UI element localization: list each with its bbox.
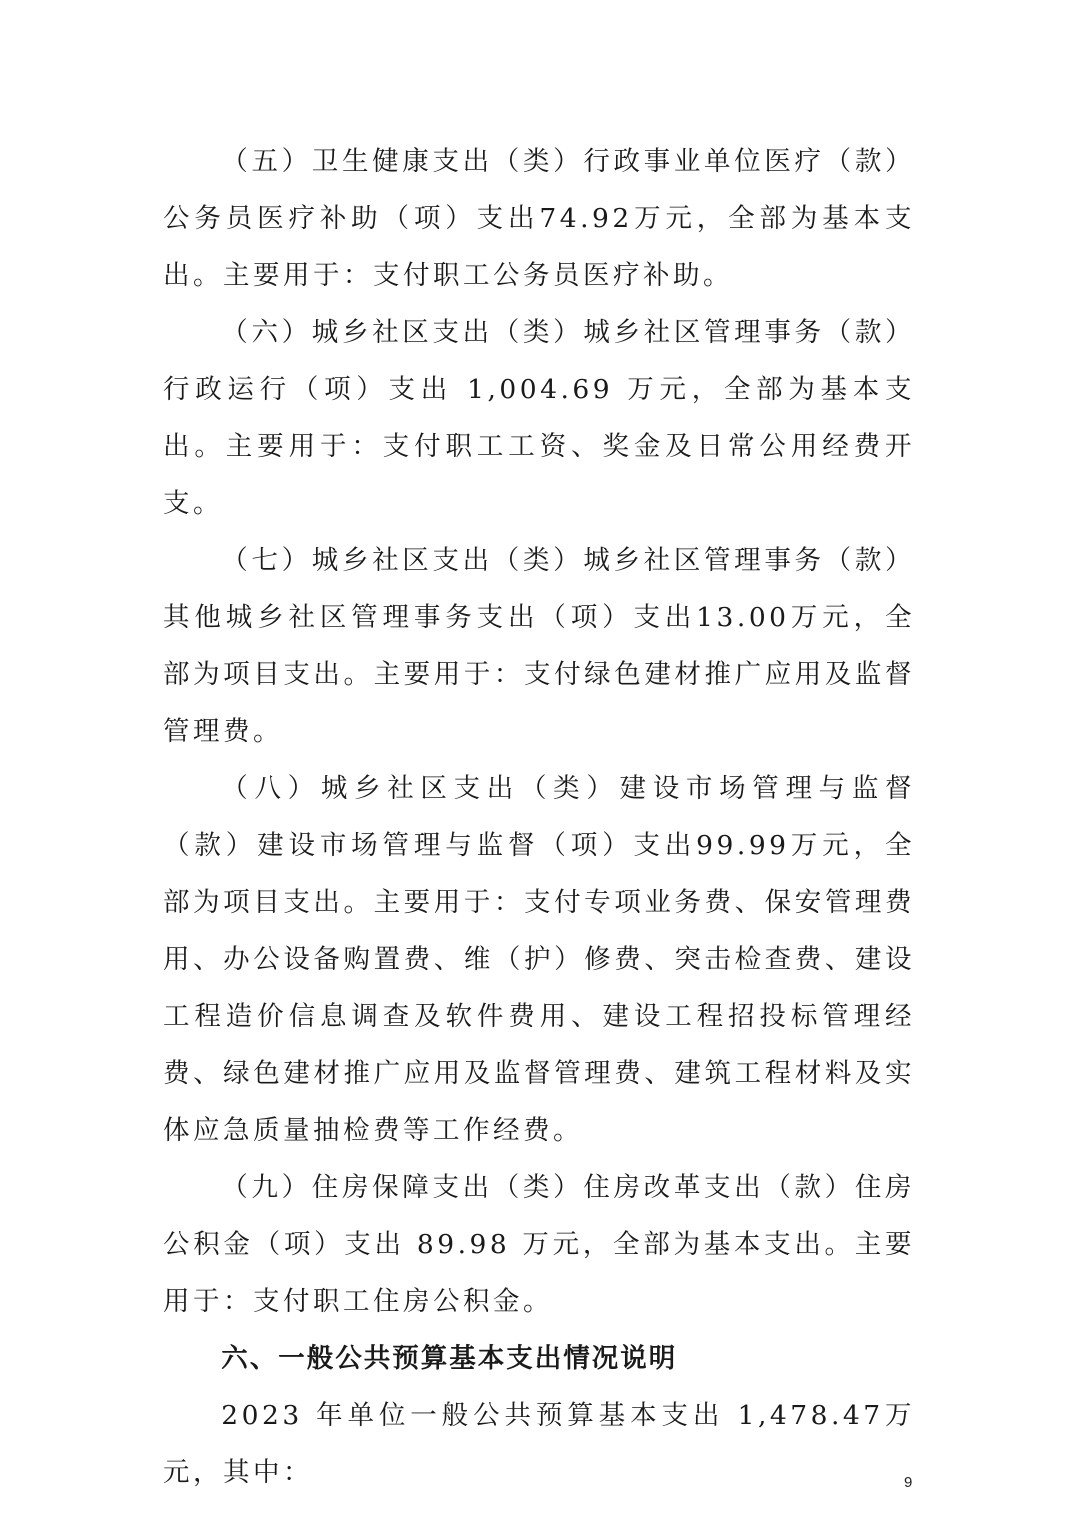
paragraph-health-expenditure: （五）卫生健康支出（类）行政事业单位医疗（款）公务员医疗补助（项）支出74.92万元，全部为基本支出。主要用于：支付职工公务员医疗补助。 xyxy=(163,146,915,291)
section-paragraph: 2023 年单位一般公共预算基本支出 1,478.47万元，其中： xyxy=(163,1400,915,1488)
paragraph-housing-provident-fund: （九）住房保障支出（类）住房改革支出（款）住房公积金（项）支出 89.98 万元，全部为基本支出。主要用于：支付职工住房公积金。 xyxy=(163,1172,915,1317)
document-body xyxy=(163,133,915,1501)
section-heading: 六、一般公共预算基本支出情况说明 xyxy=(221,1343,678,1374)
page-number: 9 xyxy=(904,1474,913,1491)
paragraph-construction-market-supervision: （八）城乡社区支出（类）建设市场管理与监督（款）建设市场管理与监督（项）支出99.99万元，全部为项目支出。主要用于：支付专项业务费、保安管理费用、办公设备购置费、维（护）修费、突击检查费、建设工程造价信息调查及软件费用、建设工程招投标管理经费、绿色建材推广应用及监督管理费、建筑工程材料及实体应急质量抽检费等工作经费。 xyxy=(163,773,915,1146)
paragraph-community-admin-operation: （六）城乡社区支出（类）城乡社区管理事务（款）行政运行（项）支出 1,004.69 万元，全部为基本支出。主要用于：支付职工工资、奖金及日常公用经费开支。 xyxy=(163,317,915,519)
paragraph-community-other-affairs: （七）城乡社区支出（类）城乡社区管理事务（款）其他城乡社区管理事务支出（项）支出13.00万元，全部为项目支出。主要用于：支付绿色建材推广应用及监督管理费。 xyxy=(163,545,915,747)
